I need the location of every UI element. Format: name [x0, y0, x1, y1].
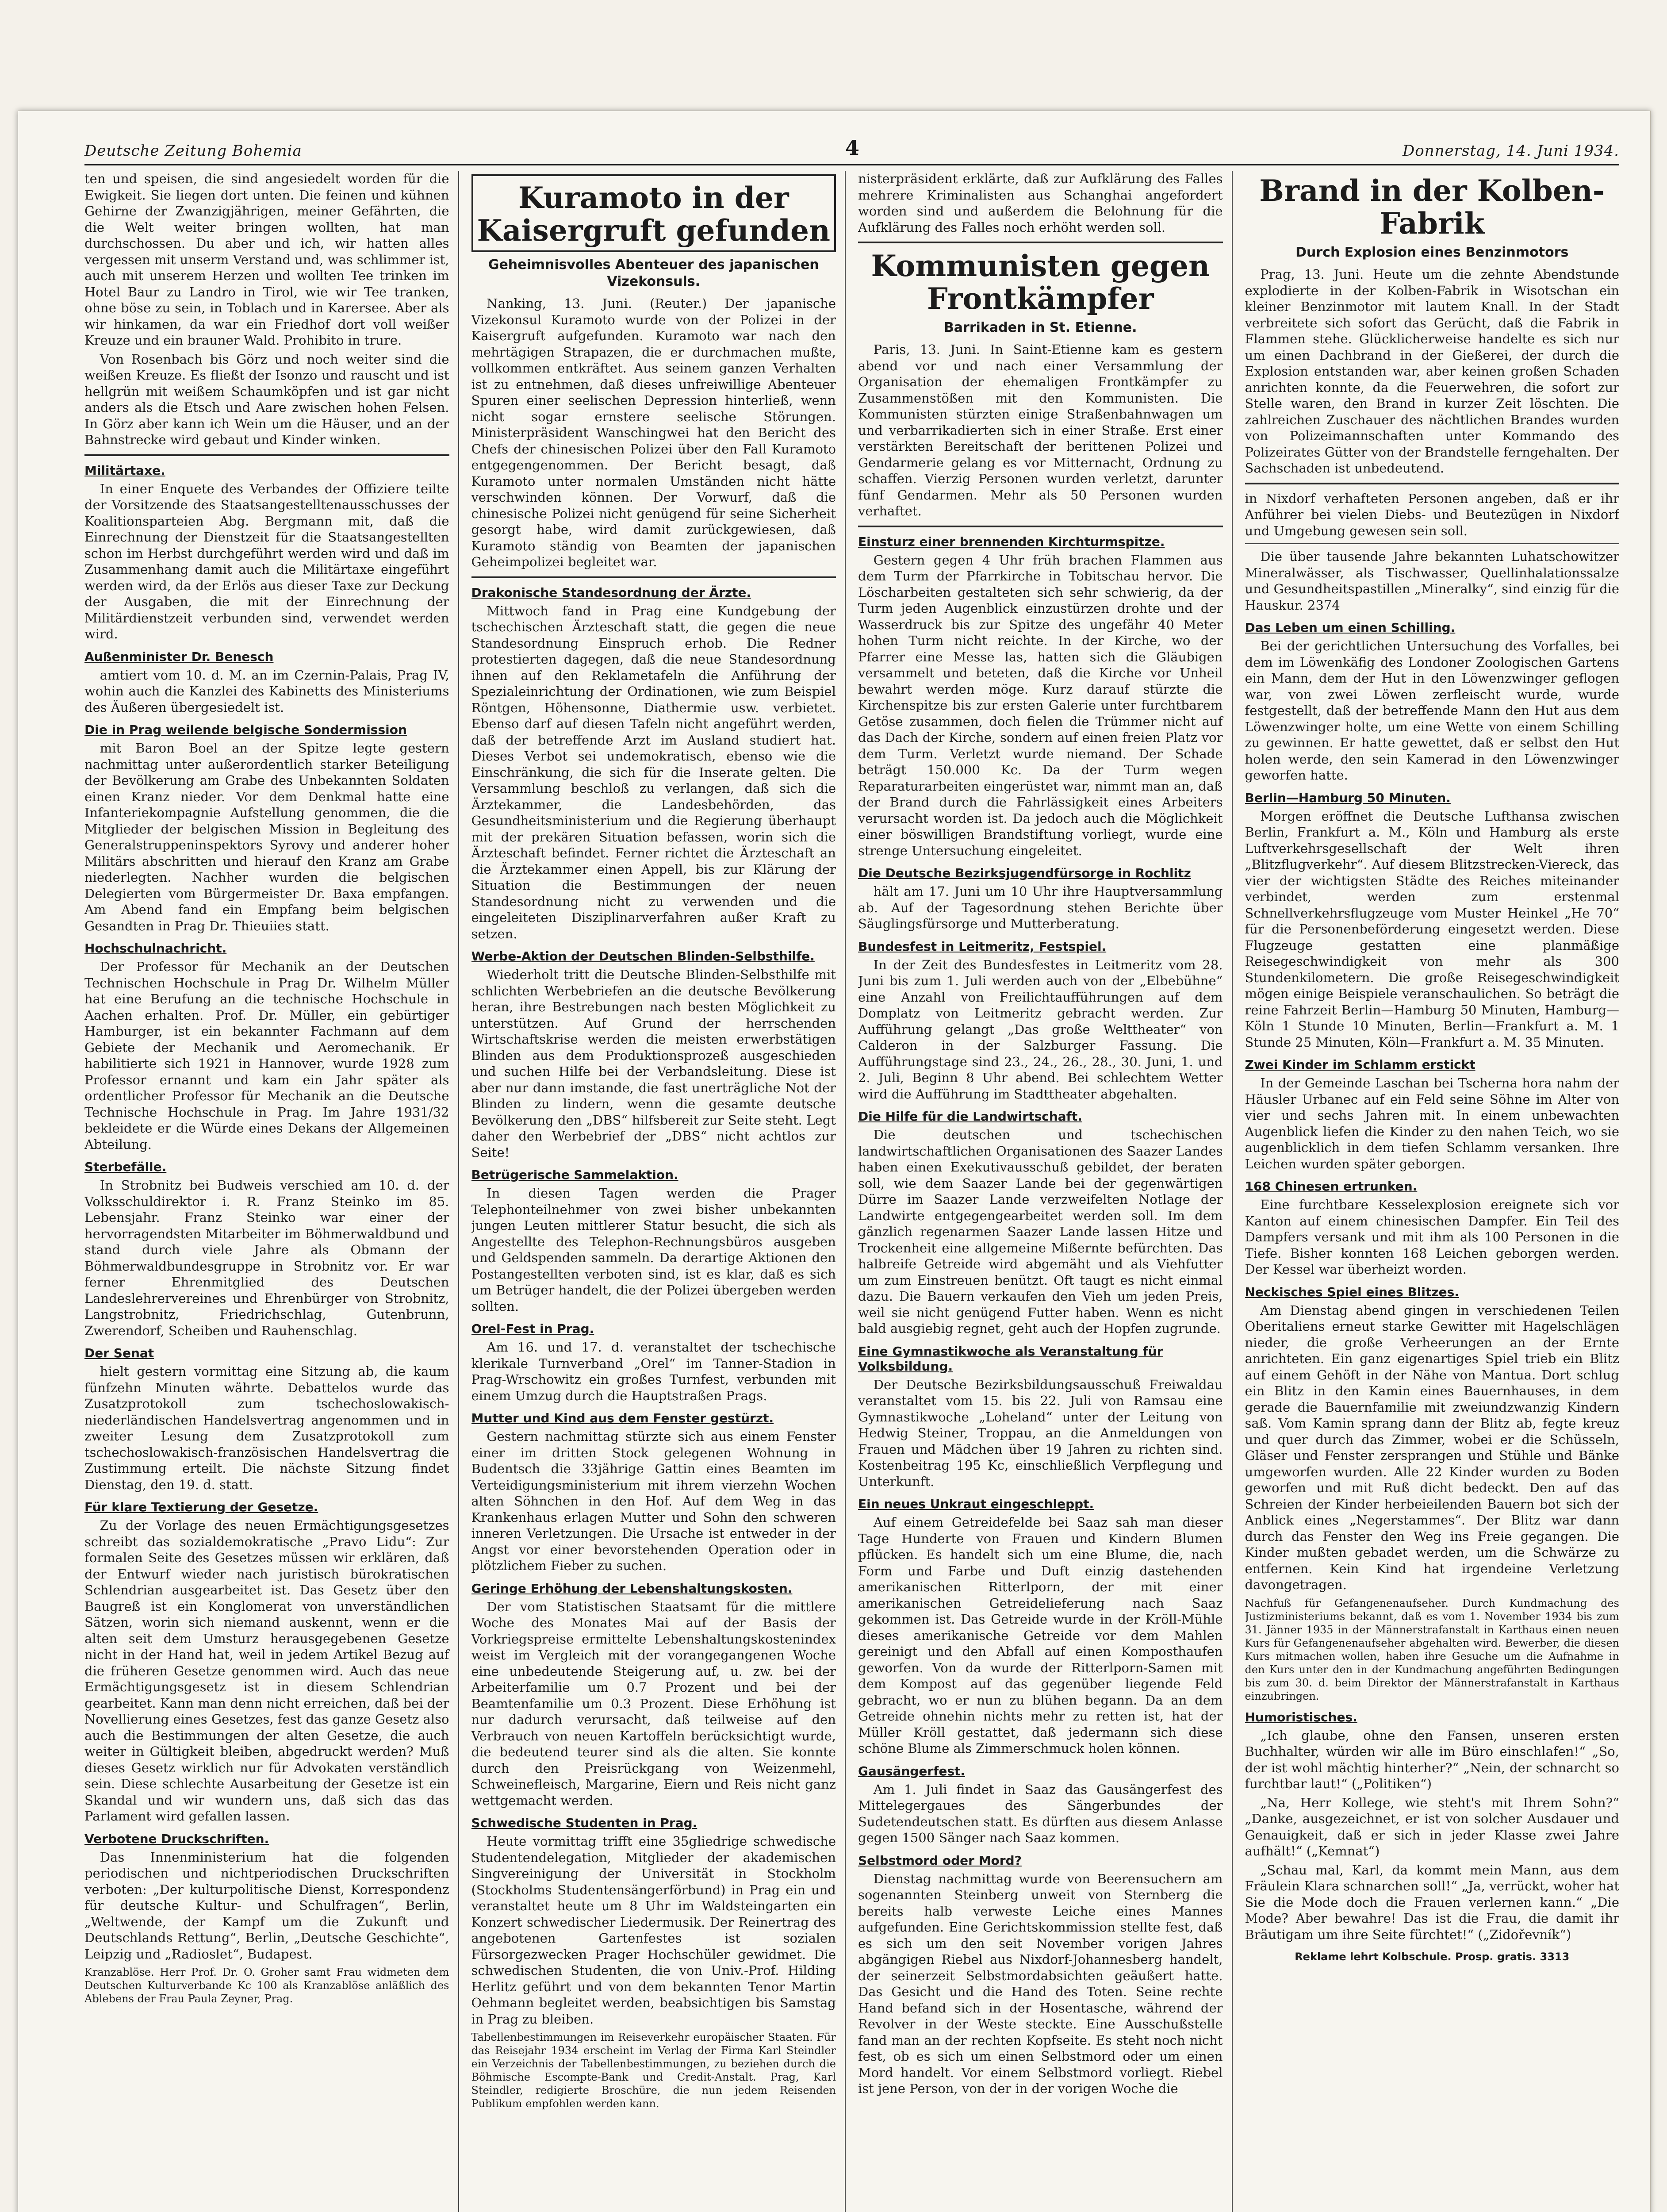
section-heading: Schwedische Studenten in Prag.: [471, 1816, 697, 1830]
paragraph: Eine furchtbare Kesselexplosion ereignete sich vor Kanton auf einem chinesischen Dampfer. Ein Teil des Dampfers versank und mit ihm als 100 Personen in die Tiefe. Bisher konnten 168 Leichen geborgen werden. Der Kessel war überheizt worden.: [1245, 1197, 1619, 1277]
paragraph: Wiederholt tritt die Deutsche Blinden-Selbsthilfe mit schlichten Werbebriefen an die deutsche Bevölkerung heran, ihre Bestrebungen nach besten Möglichkeit zu unterstützen. Auf Grund der herrschenden Wirtschaftskrise werden die meisten erwerbstätigen Blinden aus dem Produktionsprozeß ausgeschieden und suchen Hilfe bei der Verbandsleitung. Diese ist aber nur dann imstande, die fast unerträgliche Not der Blinden zu lindern, wenn die gesamte deutsche Bevölkerung den „DBS“ hilfsbereit zur Seite steht. Legt daher den Werbebrief der „DBS“ nicht achtlos zur Seite!: [471, 967, 836, 1160]
paragraph: Auf einem Getreidefelde bei Saaz sah man dieser Tage Hunderte von Frauen und Kindern Blumen pflücken. Es handelt sich um eine Blume, die, nach Form und Farbe und Duft einzig dastehenden amerikanischen Ritterlporn, der mit einer amerikanischen Getreidelieferung nach Saaz gekommen ist. Das Getreide wurde in der Kröll-Mühle dieses amerikanische Getreide vor dem Mahlen gereinigt und den Abfall auf einen Komposthaufen geworfen. Von da wurde der Ritterlporn-Samen mit dem Kompost auf das gegenüber liegende Feld gebracht, wo er nun zu blühen begann. Da an dem Getreide ohnehin nichts mehr zu retten ist, hat der Müller Kröll gestattet, daß jedermann sich diese schöne Blume als Zimmerschmuck holen können.: [858, 1515, 1223, 1756]
paragraph: nisterpräsident erklärte, daß zur Aufklärung des Falles mehrere Kriminalisten aus Schanghai angefordert worden sind und außerdem die Belohnung für die Aufklärung des Falles noch erhöht werden soll.: [858, 171, 1223, 235]
paragraph: hält am 17. Juni um 10 Uhr ihre Hauptversammlung ab. Auf der Tagesordnung stehen Berichte über Säuglingsfürsorge und Mutterberatung.: [858, 884, 1223, 931]
paragraph: Die deutschen und tschechischen landwirtschaftlichen Organisationen des Saazer Landes haben einen Exekutivausschuß gebildet, der beraten soll, wie dem Saazer Lande bei der gegenwärtigen Dürre im Saazer Lande verzweifelten Notlage der Landwirte entgegengearbeitet werden soll. Im dem gänzlich regenarmen Saazer Lande lassen Hitze und Trockenheit eine allgemeine Mißernte befürchten. Das halbreife Getreide wird abgemäht und als Viehfutter um zum Einstreuen benützt. Oft taugt es nicht einmal dazu. Die Bauern verkaufen den Vieh um jeden Preis, weil sie nicht genügend Futter haben. Wenn es nicht bald ausgiebig regnet, geht auch der Hopfen zugrunde.: [858, 1127, 1223, 1336]
column-rule: [1245, 483, 1620, 484]
paragraph: In einer Enquete des Verbandes der Offiziere teilte der Vorsitzende des Staatsangestelltenausschusses der Koalitionsparteien Abg. Bergmann mit, daß die Einrechnung der Dienstzeit für die Staatsangestellten schon im Herbst durchgeführt werden wird und daß im Zusammenhang damit auch die Militärtaxe eingeführt werden wird, da der Erlös aus dieser Taxe zur Deckung der Ausgaben, die mit der Einrechnung der Militärdienstzeit verbunden sind, verwendet werden wird.: [84, 481, 449, 641]
paragraph: Am 1. Juli findet in Saaz das Gausängerfest des Mittelegergaues des Sängerbundes der Sudetendeutschen statt. Es dürften aus diesem Anlasse gegen 1500 Sänger nach Saaz kommen.: [858, 1782, 1223, 1845]
paragraph: Morgen eröffnet die Deutsche Lufthansa zwischen Berlin, Frankfurt a. M., Köln und Hamburg als erste Luftverkehrsgesellschaft der Welt ihren „Blitzflugverkehr“. Auf diesem Blitzstrecken-Viereck, das vier der wichtigsten Städte des Reiches miteinander verbindet, werden zum erstenmal Schnellverkehrsflugzeuge vom Muster Heinkel „He 70“ für die Personenbeförderung eingesetzt werden. Diese Flugzeuge gestatten eine planmäßige Reisegeschwindigkeit von mehr als 300 Stundenkilometern. Die große Reisegeschwindigkeit mögen einige Beispiele veranschaulichen. So beträgt die reine Fahrzeit Berlin—Hamburg 50 Minuten, Hamburg—Köln 1 Stunde 10 Minuten, Berlin—Frankfurt a. M. 1 Stunde 25 Minuten, Köln—Frankfurt a. M. 35 Minuten.: [1245, 808, 1619, 1050]
issue-date: Donnerstag, 14. Juni 1934.: [1403, 142, 1619, 160]
paragraph: in Nixdorf verhafteten Personen angeben, daß er ihr Anführer bei vielen Diebs- und Beutezügen in Nixdorf und Umgebung gewesen sein soll.: [1245, 491, 1619, 538]
paragraph: Das Innenministerium hat die folgenden periodischen und nichtperiodischen Druckschriften verboten: „Der kulturpolitische Dienst, Korrespondenz für deutsche Kultur- und Schulfragen“, Berlin, „Weltwende, der Kampf um die Zukunft und Deutschlands Rettung“, Berlin, „Deutsche Geschichte“, Leipzig und „Radioslet“, Budapest.: [84, 1849, 449, 1962]
section-heading: Mutter und Kind aus dem Fenster gestürzt.: [471, 1411, 774, 1425]
newspaper-sheet: [18, 111, 1651, 2212]
paragraph: Am Dienstag abend gingen in verschiedenen Teilen Oberitaliens erneut starke Gewitter mit Hagelschlägen nieder, die große Verheerungen an der Ernte anrichteten. Ein ganz eigenartiges Spiel trieb ein Blitz auf einem Gehöft in der Nähe von Mantua. Dort schlug ein Blitz in den Kamin eines Bauernhauses, in dem gerade die Bauernfamilie mit zweiundzwanzig Kindern saß. Vom Kamin sprang dann der Blitz ab, fegte kreuz und quer durch das Zimmer, wobei er die Schüsseln, Gläser und Fenster zersprangen und Stühle und Bänke umgeworfen wurden. Alle 22 Kinder wurden zu Boden geworfen und mit Ruß dicht bedeckt. Den auf das Schreien der Kinder herbeieilenden Bauern bot sich der Anblick eines „Negerstammes“. Der Blitz war dann durch das Fenster den Weg ins Freie gegangen. Die Kinder mußten gebadet werden, um die Schwärze zu entfernen. Kein Kind hat irgendeine Verletzung davongetragen.: [1245, 1302, 1619, 1592]
paragraph: „Schau mal, Karl, da kommt mein Mann, aus dem Fräulein Klara schnarchen soll!“ „Ja, verrückt, woher hat Sie die Mode doch die Frauen verlernen kann.“ „Die Mode? Aber bewahre! Das ist die Frau, die damit ihr Bräutigam um ihre Seite fürchtet!“ („Zidořevník“): [1245, 1862, 1619, 1942]
column-rule: [858, 242, 1223, 243]
paragraph: Dienstag nachmittag wurde von Beerensuchern am sogenannten Steinberg unweit von Sternberg die bereits halb verweste Leiche eines Mannes aufgefunden. Eine Gerichtskommission stellte fest, daß es sich um den seit November vorigen Jahres abgängigen Riebel aus Nixdorf-Johannesberg handelt, der seinerzeit Selbstmordabsichten geäußert hatte. Das Gesicht und die Hand des Toten. Seine rechte Hand befand sich in der Hosentasche, während der Revolver in der Weste steckte. Eine Ausschußstelle fand man an der rechten Kopfseite. Es steht noch nicht fest, ob es sich um einen Selbstmord oder um einen Mord handelt. Vor einem Selbstmord vorliegt. Riebel ist jene Person, von der in der vorigen Woche die: [858, 1871, 1223, 2096]
section-heading: Drakonische Standesordnung der Ärzte.: [471, 585, 751, 600]
paragraph: Prag, 13. Juni. Heute um die zehnte Abendstunde explodierte in der Kolben-Fabrik in Wisotschan ein kleiner Benzinmotor mit lautem Knall. In der Stadt verbreitete sich sofort das Gerücht, daß die Fabrik in Flammen stehe. Glücklicherweise handelte es sich nur um einen Dachbrand in der Gießerei, der durch die Explosion entstanden war, aber keinen großen Schaden anrichten konnte, da die Feuerwehren, die sofort zur Stelle waren, den Brand in kurzer Zeit löschten. Die zahlreichen Zuschauer des nächtlichen Brandes wurden von Polizeimannschaften unter Kommando des Polizeirates Gütter von der Brandstelle ferngehalten. Der Sachschaden ist unbedeutend.: [1245, 267, 1619, 476]
section-heading: Außenminister Dr. Benesch: [84, 649, 274, 664]
paragraph: Zu der Vorlage des neuen Ermächtigungsgesetzes schreibt das sozialdemokratische „Pravo Lidu“: Zur formalen Seite des Gesetzes müssen wir erklären, daß der Entwurf wieder nach juristisch bürokratischen Schlendrian ausgearbeitet ist. Das Gesetz über den Baugreß ist ein Konglomerat von unverständlichen Sätzen, worin sich niemand auskennt, wenn er die alten seit dem Umsturz herausgegebenen Gesetze nicht in der Hand hat, weil in jedem Artikel Bezug auf die früheren Gesetze genommen wird. Auch das neue Ermächtigungsgesetz ist in diesem Schlendrian gearbeitet. Kann man denn nicht erreichen, daß bei der Novellierung eines Gesetzes, fest das ganze Gesetz also auch die Bestimmungen der alten Gesetze, die auch weiter in Gültigkeit bleiben, abgedruckt werden? Muß dieses Gesetz wirklich nur für Advokaten verständlich sein. Diese schlechte Ausarbeitung der Gesetze ist ein Skandal und wir wundern uns, daß sich das das Parlament wird gefallen lassen.: [84, 1518, 449, 1824]
paragraph: mit Baron Boel an der Spitze legte gestern nachmittag unter außerordentlich starker Beteiligung der Bevölkerung am Grabe des Unbekannten Soldaten einen Kranz nieder. Vor dem Denkmal hatte eine Infanteriekompagnie Aufstellung genommen, die die Mitglieder der belgischen Mission in Begleitung des Generalstruppeninspektors Syrovy und anderer hoher Militärs abschritten und hierauf den Kranz am Grabe niederlegten. Nachher wurden die belgischen Delegierten vom Bürgermeister Dr. Baxa empfangen. Am Abend fand ein Empfang beim belgischen Gesandten in Prag Dr. Thieuiies statt.: [84, 741, 449, 933]
paragraph: Die über tausende Jahre bekannten Luhatschowitzer Mineralwässer, als Tischwasser, Quellinhalationssalze und Gesundheitspastillen „Mineralky“, sind einzig für die Hauskur. 2374: [1245, 549, 1619, 613]
section-heading: Eine Gymnastikwoche als Veranstaltung für Volksbildung.: [858, 1344, 1163, 1374]
paragraph: Der Professor für Mechanik an der Deutschen Technischen Hochschule in Prag Dr. Wilhelm Müller hat eine Berufung an die technische Hochschule in Aachen erhalten. Prof. Dr. Müller, ein gebürtiger Hamburger, ist ein bekannter Fachmann auf dem Gebiete der Mechanik und Aeromechanik. Er habilitierte sich 1921 in Hannover, wurde 1928 zum Professor ernannt und kam ein Jahr später als ordentlicher Professor für Mechanik an die Deutsche Technische Hochschule in Prag. Im Jahre 1931/32 bekleidete er die Würde eines Dekans der Allgemeinen Abteilung.: [84, 959, 449, 1152]
section-heading: Hochschulnachricht.: [84, 941, 227, 956]
paragraph: Mittwoch fand in Prag eine Kundgebung der tschechischen Ärzteschaft statt, die gegen die neue Standesordnung Einspruch erhob. Die Redner protestierten dagegen, daß die neue Standesordnung ihnen auf den Reklametafeln die Anführung der Spezialeinrichtung der Ordinationen, wie zum Beispiel Röntgen, Höhensonne, Diathermie usw. verbietet. Ebenso darf auf diesen Tafeln nicht angeführt werden, daß der betreffende Arzt im Ausland studiert hat. Dieses Verbot sei undemokratisch, ebenso wie die Einschränkung, die sich für die Inserate gelten. Die Versammlung beschloß zu verlangen, daß sich die Ärztekammer, die Landesbehörden, das Gesundheitsministerium und die Regierung überhaupt mit der prekären Situation befassen, worin sich die Ärzteschaft befindet. Ferner richtet die Ärzteschaft an die Ärztekammer einen Appell, bis zur Klärung der Situation die Bestimmungen der neuen Standesordnung nicht zu verwenden und die eingeleiteten Disziplinarverfahren außer Kraft zu setzen.: [471, 603, 836, 941]
article-headline: Kuramoto in der Kaisergruft gefunden: [471, 174, 836, 252]
section-heading: Die Hilfe für die Landwirtschaft.: [858, 1109, 1082, 1124]
section-heading: Bundesfest in Leitmeritz, Festspiel.: [858, 939, 1107, 954]
column-rule: [84, 454, 449, 456]
column-rule: [858, 526, 1223, 527]
page-number: 4: [845, 136, 859, 160]
page-header: [84, 129, 1619, 165]
section-heading: Orel-Fest in Prag.: [471, 1321, 594, 1336]
section-heading: Neckisches Spiel eines Blitzes.: [1245, 1284, 1459, 1299]
notice-text: Kranzablöse. Herr Prof. Dr. O. Groher samt Frau widmeten dem Deutschen Kulturverbande Kc 100 als Kranzablöse anläßlich des Ablebens der Frau Paula Zeyner, Prag.: [84, 1966, 449, 2005]
section-heading: Sterbefälle.: [84, 1160, 167, 1174]
masthead: Deutsche Zeitung Bohemia: [84, 142, 302, 160]
section-heading: Selbstmord oder Mord?: [858, 1853, 1022, 1868]
paragraph: In der Gemeinde Laschan bei Tscherna hora nahm der Häusler Urbanec auf ein Feld seine Söhne im Alter von vier und sechs Jahren mit. In einem unbewachten Augenblick liefen die Kinder zu den nahen Teich, wo sie augenblicklich in dem tiefen Schlamm versanken. Ihre Leichen wurden später geborgen.: [1245, 1075, 1619, 1171]
section-heading: Berlin—Hamburg 50 Minuten.: [1245, 790, 1451, 805]
section-heading: Die Deutsche Bezirksjugendfürsorge in Rochlitz: [858, 866, 1191, 880]
paragraph: ten und speisen, die sind angesiedelt worden für die Ewigkeit. Sie liegen dort unten. Die feinen und kühnen Gehirne der Zwanzigjährigen, meiner Gefährten, die die Welt weiter bringen wollten, hat man durchschossen. Du aber und ich, wir hatten alles vergessen mit unserm Verstand und, was schlimmer ist, auch mit unserem Herzen und wollten Tee trinken im Hotel Baur zu Landro in Tirol, wie wir Tee tranken, ohne böse zu sein, in Toblach und in Karersee. Aber als wir hinkamen, da war ein Friedhof dort voll weißer Kreuze und ein brauner Wald. Prohibito in trure.: [84, 171, 449, 348]
paragraph: In Strobnitz bei Budweis verschied am 10. d. der Volksschuldirektor i. R. Franz Steinko im 85. Lebensjahr. Franz Steinko war einer der hervorragendsten Mitarbeiter im Böhmerwaldbund und stand durch viele Jahre als Obmann der Böhmerwaldbundesgruppe in Strobnitz vor. Er war ferner Ehrenmitglied des Deutschen Landeslehrervereines und Ehrenbürger von Strobnitz, Langstrobnitz, Friedrichschlag, Gutenbrunn, Zwerendorf, Scheiben und Rauhenschlag.: [84, 1178, 449, 1338]
paragraph: Der vom Statistischen Staatsamt für die mittlere Woche des Monates Mai auf der Basis der Vorkriegspreise ermittelte Lebenshaltungskostenindex weist im Vergleich mit der vorangegangenen Woche eine unbedeutende Steigerung auf, u. zw. bei der Arbeiterfamilie um 0.7 Prozent und bei der Beamtenfamilie um 0.3 Prozent. Diese Erhöhung ist nur dadurch verursacht, daß teilweise auf den Verbrauch von neuen Kartoffeln berücksichtigt wurde, die bedeutend teurer sind als die alten. Sie konnte durch den Preisrückgang von Weizenmehl, Schweinefleisch, Margarine, Eiern und Reis nicht ganz wettgemacht werden.: [471, 1599, 836, 1808]
section-heading: Zwei Kinder im Schlamm erstickt: [1245, 1057, 1475, 1072]
section-heading: Werbe-Aktion der Deutschen Blinden-Selbsthilfe.: [471, 949, 815, 964]
columns: [84, 171, 1619, 2212]
section-heading: Einsturz einer brennenden Kirchturmspitze.: [858, 534, 1165, 549]
paragraph: Am 16. und 17. d. veranstaltet der tschechische klerikale Turnverband „Orel“ im Tanner-Stadion in Prag-Wrschowitz ein großes Turnfest, verbunden mit einem Umzug durch die Hauptstraßen Prags.: [471, 1340, 836, 1403]
section-heading: Militärtaxe.: [84, 463, 165, 478]
paragraph: „Ich glaube, ohne den Fansen, unseren ersten Buchhalter, würden wir alle im Büro einschlafen!“ „So, der ist wohl mächtig hinterher?“ „Nein, der schnarcht so furchtbar laut!“ („Politiken“): [1245, 1728, 1619, 1791]
paragraph: amtiert vom 10. d. M. an im Czernin-Palais, Prag IV, wohin auch die Kanzlei des Kabinetts des Ministeriums des Äußeren übergesiedelt ist.: [84, 667, 449, 715]
paragraph: Nanking, 13. Juni. (Reuter.) Der japanische Vizekonsul Kuramoto wurde von der Polizei in der Kaisergruft aufgefunden. Kuramoto war nach den mehrtägigen Strapazen, die er durchmachen mußte, vollkommen entkräftet. Aus seinem ganzen Verhalten ist zu entnehmen, daß dieses unfreiwillige Abenteuer Spuren einer seelischen Depression hinterließ, wenn nicht sogar ernstere seelische Störungen. Ministerpräsident Wanschingwei hat den Bericht des Chefs der chinesischen Polizei über den Fall Kuramoto entgegengenommen. Der Bericht besagt, daß Kuramoto unter normalen Umständen nicht hätte verschwinden können. Der Vorwurf, daß die chinesische Polizei nicht genügend für seine Sicherheit gesorgt habe, wird damit zurückgewiesen, daß Kuramoto ständig von Beamten der japanischen Geheimpolizei begleitet war.: [471, 296, 836, 569]
paragraph: hielt gestern vormittag eine Sitzung ab, die kaum fünfzehn Minuten währte. Debattelos wurde das Zusatzprotokoll zum tschechoslowakisch-niederländischen Handelsvertrag angenommen und in zweiter Lesung dem Zusatzprotokoll zum tschechoslowakisch-französischen Handelsvertrag die Zustimmung erteilt. Die nächste Sitzung findet Dienstag, den 19. d. statt.: [84, 1364, 449, 1492]
paragraph: Gestern nachmittag stürzte sich aus einem Fenster einer im dritten Stock gelegenen Wohnung in Budentsch die 33jährige Gattin eines Beamten im Verteidigungsministerium mit ihrem vierzehn Wochen alten Söhnchen in den Hof. Auf dem Weg in das Krankenhaus erlagen Mutter und Sohn den schweren inneren Verletzungen. Die Ursache ist entweder in der Angst vor einer bevorstehenden Operation oder in plötzlichem Fieber zu suchen.: [471, 1429, 836, 1573]
column-2: [471, 171, 846, 2212]
column-1: [84, 171, 459, 2212]
paragraph: Von Rosenbach bis Görz und noch weiter sind die weißen Kreuze. Es fließt der Isonzo und rauscht und ist hellgrün mit weißem Schaumköpfen und ist gar nicht anders als die Etsch und Aare zwischen hohen Felsen. In Görz aber kann ich Wein um die Häuser, und an der Bahnstrecke wird gebaut und Kinder winken.: [84, 351, 449, 447]
section-heading: Das Leben um einen Schilling.: [1245, 620, 1456, 635]
notice-text: Nachfuß für Gefangenenaufseher. Durch Kundmachung des Justizministeriums bekannt, daß es vom 1. November 1934 bis zum 31. Jänner 1935 in der Männerstrafanstalt in Karthaus einen neuen Kurs für Gefangenenaufseher abgehalten wird. Bewerber, die diesen Kurs mitmachen wollen, haben ihre Gesuche um die Aufnahme in den Kurs unter den in der Kundmachung angeführten Bedingungen bis zum 30. d. beim Direktor der Männerstrafanstalt in Karthaus einzubringen.: [1245, 1597, 1619, 1702]
section-heading: Für klare Textierung der Gesetze.: [84, 1500, 318, 1514]
headline-deck: Barrikaden in St. Etienne.: [943, 320, 1137, 335]
column-4: [1245, 171, 1620, 2212]
paragraph: Gestern gegen 4 Uhr früh brachen Flammen aus dem Turm der Pfarrkirche in Tobitschau hervor. Die Löscharbeiten gestalteten sich sehr schwierig, da der Turm jeden Augenblick einzustürzen drohte und der Wasserdruck bis zur Spitze des ungefähr 40 Meter hohen Turm nicht reichte. In der Kirche, wo der Pfarrer eine Messe las, hatten sich die Gläubigen versammelt und beteten, daß die Kirche vor Unheil bewahrt werden möge. Kurz darauf stürzte die Kirchenspitze bis zur ersten Galerie unter furchtbarem Getöse zusammen, doch fielen die Trümmer nicht auf das Dach der Kirche, sondern auf einen freien Platz vor dem Turm. Verletzt wurde niemand. Der Schade beträgt 150.000 Kc. Da der Turm wegen Reparaturarbeiten eingerüstet war, nimmt man an, daß der Brand durch die Fahrlässigkeit eines Arbeiters verursacht worden ist. Da jedoch auch die Möglichkeit einer böswilligen Brandstiftung vorliegt, wurde eine strenge Untersuchung eingeleitet.: [858, 552, 1223, 858]
section-heading: Gausängerfest.: [858, 1763, 966, 1778]
paragraph: Der Deutsche Bezirksbildungsausschuß Freiwaldau veranstaltet vom 15. bis 22. Juli von Ramsau eine Gymnastikwoche „Loheland“ unter der Leitung von Hedwig Steiner, Troppau, an die Anmeldungen von Frauen und Mädchen über 19 Jahren zu richten sind. Kostenbeitrag 195 Kc, einschließlich Verpflegung und Unterkunft.: [858, 1377, 1223, 1489]
section-heading: Betrügerische Sammelaktion.: [471, 1167, 678, 1182]
section-heading: Die in Prag weilende belgische Sondermission: [84, 722, 407, 737]
section-heading: Verbotene Druckschriften.: [84, 1831, 269, 1846]
article-headline: Brand in der Kolben-Fabrik: [1259, 173, 1605, 241]
advert-line: Reklame lehrt Kolbschule. Prosp. gratis. 3313: [1295, 1951, 1570, 1963]
paragraph: In diesen Tagen werden die Prager Telephonteilnehmer von zwei bisher unbekannten jungen Leuten mittlerer Statur besucht, die sich als Angestellte des Telephon-Rechnungsbüros ausgeben und Geldspenden sammeln. Da derartige Aktionen den Postangestellten verboten sind, ist es klar, daß es sich um Betrüger handelt, die der Polizei übergeben werden sollten.: [471, 1186, 836, 1314]
paragraph: In der Zeit des Bundesfestes in Leitmeritz vom 28. Juni bis zum 1. Juli werden auch von der „Elbebühne“ eine Anzahl von Freilichtaufführungen auf dem Domplatz von Leitmeritz gebracht werden. Zur Aufführung gelangt „Das große Welttheater“ von Calderon in der Salzburger Fassung. Die Aufführungstage sind 23., 24., 26., 28., 30. Juni, 1. und 2. Juli, Beginn 8 Uhr abend. Bei schlechtem Wetter wird die Aufführung im Stadttheater abgehalten.: [858, 957, 1223, 1102]
headline-deck: Durch Explosion eines Benzinmotors: [1295, 245, 1569, 260]
column-rule-thin: [1245, 543, 1620, 544]
section-heading: Der Senat: [84, 1346, 154, 1360]
paragraph: Bei der gerichtlichen Untersuchung des Vorfalles, bei dem im Löwenkäfig des Londoner Zoologischen Gartens ein Mann, dem der Hut in den Löwenzwinger geflogen war, von zwei Löwen zerfleischt wurde, wurde festgestellt, daß der betreffende Mann den Hut aus dem Löwenzwinger holte, um eine Wette von einem Schilling zu gewinnen. Er hatte gewettet, daß er selbst den Hut holen werde, den sein Kamerad in den Löwenzwinger geworfen hatte.: [1245, 638, 1619, 783]
paragraph: Paris, 13. Juni. In Saint-Etienne kam es gestern abend vor und nach einer Versammlung der Organisation der ehemaligen Frontkämpfer zu Zusammenstößen mit den Kommunisten. Die Kommunisten stürzten einige Straßenbahnwagen um und verbarrikadierten sich in einer Straße. Erst einer verstärkten Bereitschaft der berittenen Polizei und Gendarmerie gelang es vor Mitternacht, Ordnung zu schaffen. Vierzig Personen wurden verletzt, darunter fünf Gendarmen. Mehr als 50 Personen wurden verhaftet.: [858, 342, 1223, 518]
headline-deck: Geheimnisvolles Abenteuer des japanischen Vizekonsuls.: [488, 257, 819, 289]
notice-text: Tabellenbestimmungen im Reiseverkehr europäischer Staaten. Für das Reisejahr 1934 erscheint im Verlag der Firma Karl Steindler ein Verzeichnis der Tabellenbestimmungen, zu beziehen durch die Böhmische Escompte-Bank und Credit-Anstalt. Prag, Karl Steindler, redigierte Broschüre, die nun jedem Reisenden Publikum empfohlen werden kann.: [471, 2031, 836, 2110]
section-heading: Geringe Erhöhung der Lebenshaltungskosten.: [471, 1581, 793, 1596]
paragraph: „Na, Herr Kollege, wie steht's mit Ihrem Sohn?“ „Danke, ausgezeichnet, er ist von solcher Ausdauer und Genauigkeit, daß er sich in jeder Klasse zwei Jahre aufhält!“ („Kemnat“): [1245, 1795, 1619, 1859]
article-headline: Kommunisten gegen Frontkämpfer: [871, 249, 1210, 316]
column-3: [858, 171, 1233, 2212]
section-heading: Ein neues Unkraut eingeschleppt.: [858, 1497, 1094, 1511]
section-heading: 168 Chinesen ertrunken.: [1245, 1179, 1418, 1194]
paragraph: Heute vormittag trifft eine 35gliedrige schwedische Studentendelegation, Mitglieder der akademischen Singvereinigung der Universität in Stockholm (Stockholms Studentensängerförbund) in Prag ein und veranstaltet heute um 8 Uhr im Waldsteingarten ein Konzert schwedischer Liedermusik. Der Reinertrag des angebotenen Gartenfestes ist sozialen Fürsorgezwecken Prager Hochschüler gewidmet. Die schwedischen Studenten, die von Univ.-Prof. Hilding Herlitz geführt und von dem bekannten Tenor Martin Oehmann begleitet werden, beabsichtigen bis Samstag in Prag zu bleiben.: [471, 1834, 836, 2027]
column-rule: [471, 576, 836, 578]
section-heading: Humoristisches.: [1245, 1709, 1357, 1724]
